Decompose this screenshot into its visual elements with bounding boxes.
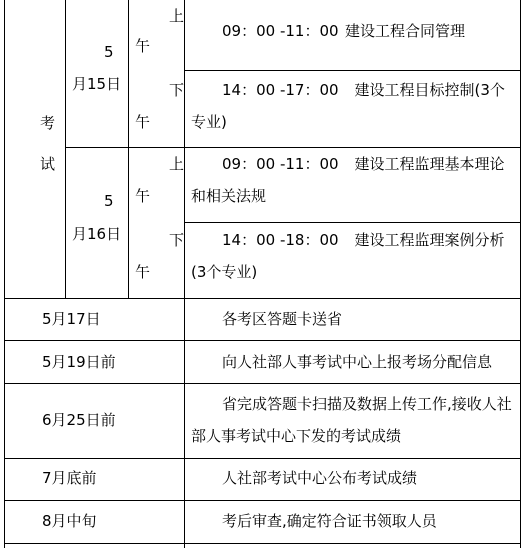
exam-label-char: 试: [40, 155, 56, 173]
table-border-bottom: [4, 543, 520, 544]
schedule-task: 向人社部人事考试中心上报考场分配信息: [222, 353, 493, 371]
schedule-date: 7月底前: [42, 469, 97, 487]
session-subject: 建设工程目标控制(3个专业): [191, 81, 505, 131]
session-time: 09：00 -11：00: [222, 22, 339, 40]
session-subject: 建设工程合同管理: [345, 22, 466, 40]
divider: [4, 383, 520, 384]
session-text: [191, 224, 517, 288]
divider: [65, 0, 66, 298]
session-time: 09：00 -11：00: [222, 155, 339, 173]
schedule-date: 5月19日前: [42, 353, 116, 371]
schedule-task: 考后审查,确定符合证书领取人员: [222, 512, 437, 530]
session-text: [191, 74, 517, 138]
divider: [184, 222, 520, 223]
session-period-char: 下: [169, 81, 185, 99]
divider: [184, 70, 520, 71]
schedule-date: 5月17日: [42, 310, 101, 328]
session-time: 14：00 -18：00: [222, 231, 339, 249]
table-border-right: [520, 0, 521, 548]
divider: [4, 500, 520, 501]
session-text: [191, 148, 517, 212]
schedule-task: 人社部考试中心公布考试成绩: [222, 469, 418, 487]
exam-date-line: 月15日: [72, 75, 122, 93]
schedule-date: 8月中旬: [42, 512, 97, 530]
schedule-date: 6月25日前: [42, 411, 116, 429]
divider: [4, 298, 520, 299]
session-period-char: 午: [135, 37, 151, 55]
session-period-char: 上: [169, 7, 185, 25]
session-period-char: 上: [169, 155, 185, 173]
divider: [4, 340, 520, 341]
exam-date-line: 5: [104, 192, 114, 210]
session-period-char: 午: [135, 113, 151, 131]
session-subject: 建设工程监理案例分析(3个专业): [191, 231, 505, 281]
schedule-task: 省完成答题卡扫描及数据上传工作,接收人社部人事考试中心下发的考试成绩: [191, 395, 512, 445]
divider: [184, 0, 185, 548]
divider: [4, 458, 520, 459]
session-period-char: 午: [135, 187, 151, 205]
table-border-left: [4, 0, 5, 548]
divider: [128, 0, 129, 298]
session-period-char: 下: [169, 231, 185, 249]
session-time: 14：00 -17：00: [222, 81, 339, 99]
exam-date-line: 5: [104, 43, 114, 61]
session-subject: 建设工程监理基本理论和相关法规: [191, 155, 505, 205]
schedule-task: 各考区答题卡送省: [222, 310, 343, 328]
exam-date-line: 月16日: [72, 225, 122, 243]
exam-label-char: 考: [40, 114, 56, 132]
session-period-char: 午: [135, 263, 151, 281]
